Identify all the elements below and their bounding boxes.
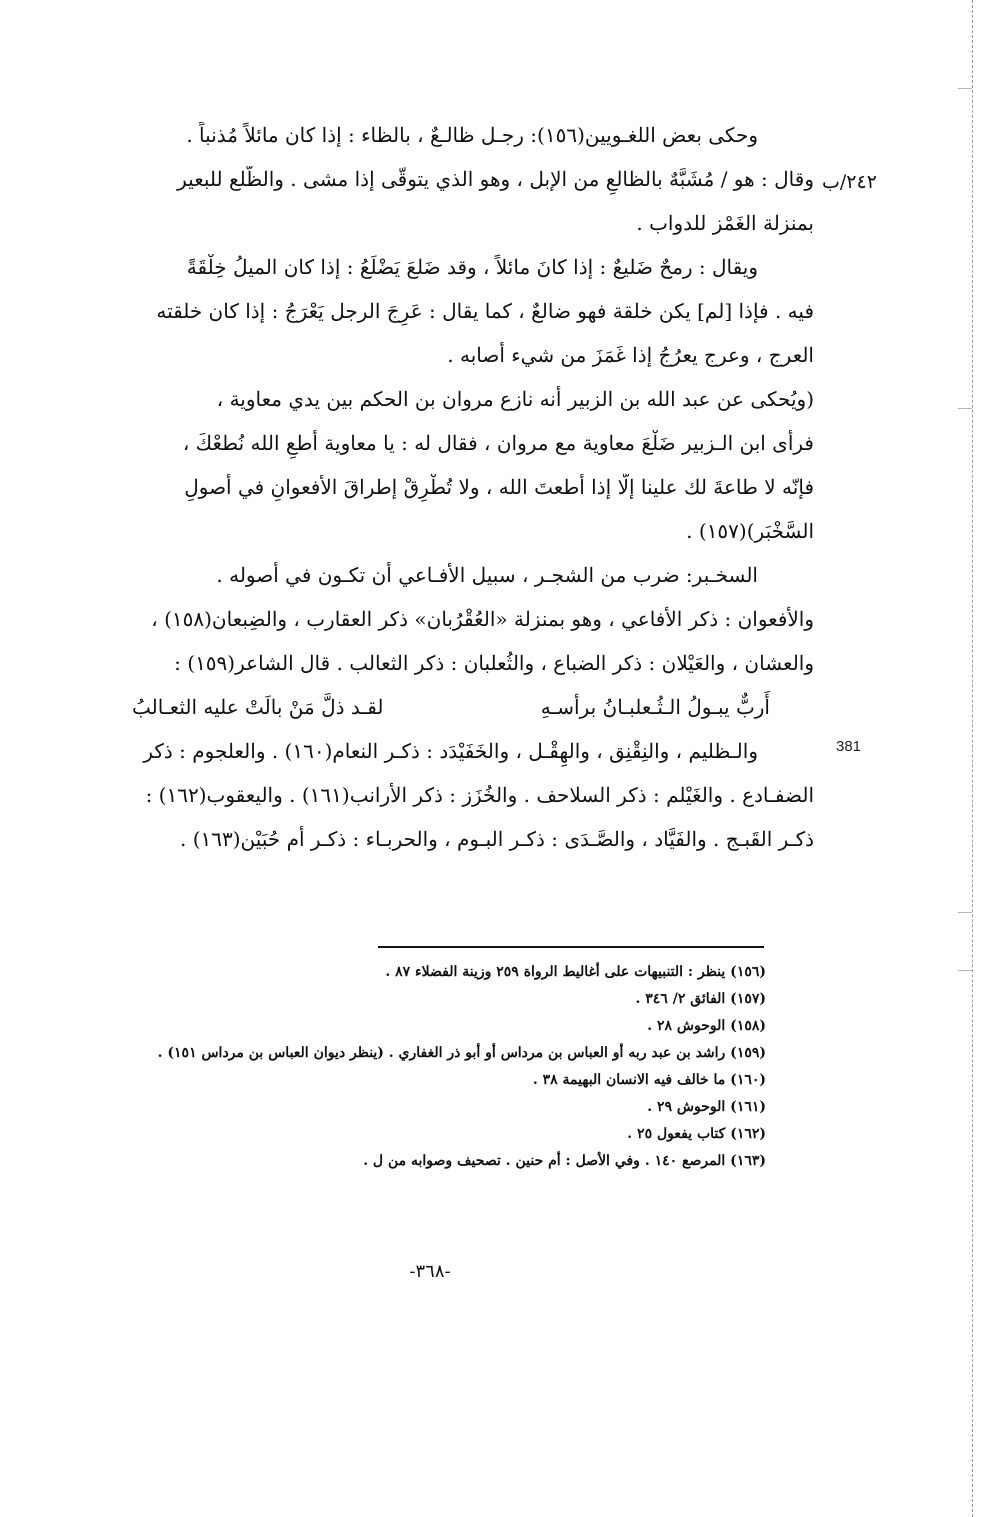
text-line: وقال : هو / مُشَبَّهٌ بالظالعِ من الإبل ، وهو الذي يتوقّى إذا مشى . والظَّلع للبعير bbox=[177, 167, 814, 191]
footnote-separator bbox=[378, 946, 764, 948]
footnote: (١٥٧) الفائق ٢/ ٣٤٦ . bbox=[635, 991, 766, 1007]
scan-edge-tick bbox=[958, 408, 972, 409]
text-line: بمنزلة الغَمْز للدواب . bbox=[636, 211, 814, 235]
footnote: (١٥٨) الوحوش ٢٨ . bbox=[647, 1018, 766, 1034]
footnote: (١٦٣) المرصع ١٤٠ . وفي الأصل : أم حنين . تصحيف وصوابه من ل . bbox=[363, 1153, 766, 1169]
text-line: فيه . فإذا [لم] يكن خلقة فهو ضالعٌ ، كما يقال : عَرِجَ الرجل يَعْرَجُ : إذا كان خلقته bbox=[156, 299, 814, 323]
text-line: والـظليم ، والنِقْنِق ، والهِقْـل ، والخَفَيْدَد : ذكـر النعام(١٦٠) . والعلجوم : ذكر bbox=[143, 739, 758, 763]
main-text-block bbox=[92, 122, 814, 870]
footnote: (١٦٢) كتاب يفعول ٢٥ . bbox=[627, 1126, 766, 1142]
text-line: العرج ، وعرج يعرُجُ إذا غَمَزَ من شيء أصابه . bbox=[447, 343, 814, 367]
text-line: (ويُحكى عن عبد الله بن الزبير أنه نازع مروان بن الحكم بين يدي معاوية ، bbox=[216, 387, 814, 411]
text-line: فإنّه لا طاعةَ لك علينا إلّا إذا أطعتَ الله ، ولا تُطْرِقْ إطراقَ الأفعوانِ في أصولِ bbox=[184, 475, 814, 499]
scan-edge-tick bbox=[958, 912, 972, 913]
footnote: (١٥٩) راشد بن عبد ربه أو العباس بن مرداس أو أبو ذر الغفاري . (ينظر ديوان العباس بن مرداس ١٥١) . bbox=[157, 1045, 766, 1061]
scan-edge-tick bbox=[958, 88, 972, 89]
text-line: فرأى ابن الـزبير ضَلْعَ معاوية مع مروان ، فقال له : يا معاوية أطعِ الله نُطعْكَ ، bbox=[182, 431, 814, 455]
text-line: والأُفعوان : ذكر الأفاعي ، وهو بمنزلة «العُقْرُبان» ذكر العقارب ، والضِبعان(١٥٨) ، bbox=[151, 607, 814, 631]
scan-edge-tick bbox=[958, 970, 972, 971]
manuscript-folio-marker: ٢٤٢/ب bbox=[822, 171, 877, 193]
print-page-marker: 381 bbox=[836, 738, 862, 755]
footnote: (١٥٦) ينظر : التنبيهات على أغاليط الرواة ٢٥٩ وزينة الفضلاء ٨٧ . bbox=[385, 964, 766, 980]
text-line: السَّخْبَر)(١٥٧) . bbox=[686, 519, 814, 543]
text-line: وحكى بعض اللغـويين(١٥٦): رجـل ظالـعٌ ، بالظاء : إذا كان مائلاً مُذنباً . bbox=[186, 123, 758, 147]
footnote: (١٦١) الوحوش ٢٩ . bbox=[647, 1099, 766, 1115]
text-line: والعشان ، والعَيْلان : ذكر الضباع ، والثُعلبان : ذكر الثعالب . قال الشاعر(١٥٩) : bbox=[174, 651, 814, 675]
text-line: السخـبر: ضرب من الشجـر ، سبيل الأفـاعي أن تكـون في أصوله . bbox=[216, 563, 758, 587]
verse-second-hemistich: لقـد ذلَّ مَنْ بالَتْ عليه الثعـالبُ bbox=[132, 695, 384, 719]
text-line: ويقال : رمحٌ ضَليعٌ : إذا كانَ مائلاً ، وقد ضَلعَ يَضْلَعُ : إذا كان الميلُ خِلْقَةً bbox=[186, 255, 758, 279]
text-line: ذكـر القَبـج . والفَيَّاد ، والصَّـدَى : ذكـر البـوم ، والحربـاء : ذكـر أم حُبَيْن(١٦٣) . bbox=[179, 827, 814, 851]
page-number: -٣٦٨- bbox=[409, 1261, 451, 1282]
footnotes-block bbox=[96, 962, 766, 1178]
verse-first-hemistich: أَربٌّ يبـولُ الـثُـعلبـانُ برأسـهِ bbox=[540, 695, 770, 719]
text-line: الضفـادع . والغَيْلم : ذكر السلاحف . والخُزَز : ذكر الأرانب(١٦١) . واليعقوب(١٦٢) : bbox=[145, 783, 814, 807]
scan-edge-line bbox=[972, 0, 973, 1517]
footnote: (١٦٠) ما خالف فيه الانسان البهيمة ٣٨ . bbox=[532, 1072, 766, 1088]
poetry-verse bbox=[92, 694, 814, 738]
